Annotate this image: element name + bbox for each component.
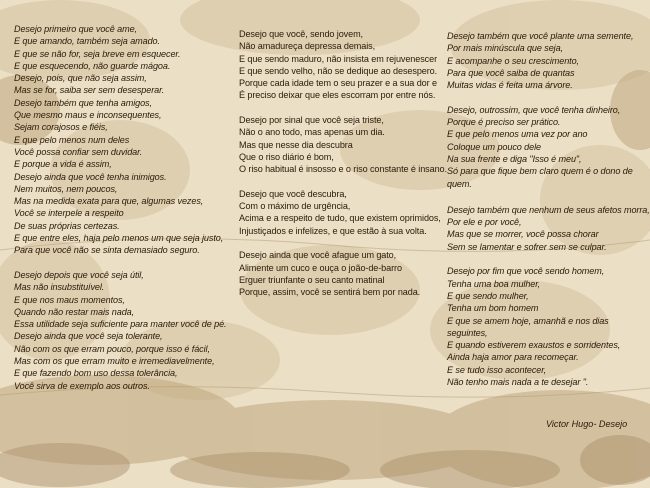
poem-line: Desejo por sinal que você seja triste, [239, 115, 384, 126]
poem-line: Não o ano todo, mas apenas um dia. [239, 127, 385, 138]
stanza [14, 23, 236, 257]
poem-line: Desejo depois que você seja útil, [14, 269, 144, 280]
poem-line: E que nos maus momentos, [14, 294, 125, 305]
poem-line: Desejo que você, sendo jovem, [239, 29, 363, 39]
poem-line: Mas se for, saiba ser sem desesperar. [14, 85, 165, 96]
poem-line: Nem muitos, nem poucos, [14, 183, 118, 194]
poem-line: Por ele e por você, [447, 217, 522, 228]
poem-line: E quando estiverem exaustos e sorridentes, [447, 340, 621, 351]
poem-line: Desejo que você descubra, [239, 188, 347, 199]
poem-line: Mas que se morrer, você possa chorar [447, 229, 599, 240]
stanza [239, 114, 449, 175]
poem-line: Você sirva de exemplo aos outros. [14, 380, 150, 391]
poem-line: Sejam corajosos e fiéis, [14, 122, 108, 133]
stanza [447, 265, 650, 388]
poem-line: Não tenho mais nada a te desejar ". [447, 377, 589, 388]
poem-line: E que fazendo bom uso dessa tolerância, [14, 368, 178, 379]
poem-line: E porque a vida é assim, [14, 159, 112, 170]
poem-line: Porque é preciso ser prático. [447, 117, 561, 128]
poem-line: E que amando, também seja amado. [14, 36, 160, 47]
poem-line: É preciso deixar que eles escorram por entre nós. [239, 90, 436, 101]
poem-line: Por mais minúscula que seja, [447, 43, 563, 54]
poem-line: E que entre eles, haja pelo menos um que seja justo, [14, 233, 224, 244]
poem-line: O riso habitual é insosso e o riso constante é insano. [239, 164, 447, 175]
poem-line: E acompanhe o seu crescimento, [447, 55, 579, 66]
poem-line: Acima e a respeito de tudo, que existem oprimidos, [239, 213, 441, 224]
poem-line: Mas na medida exata para que, algumas vezes, [14, 196, 204, 207]
poem-line: Erguer triunfante o seu canto matinal [239, 274, 385, 285]
poem-line: Com o máximo de urgência, [239, 201, 351, 212]
poem-line: Mas não insubstituível. [14, 282, 105, 293]
poem-line: E que sendo velho, não se dedique ao desespero. [239, 65, 438, 76]
poem-line: Desejo por fim que você sendo homem, [447, 266, 605, 277]
poem-line: E que pelo menos num deles [14, 134, 130, 145]
poem-line: Na sua frente e diga "Isso é meu", [447, 153, 582, 164]
poem-line: Tenha um bom homem [447, 303, 539, 314]
poem-line: Que mesmo maus e inconsequentes, [14, 110, 162, 121]
poem-line: Você se interpele a respeito [14, 208, 124, 219]
poem-line: Para que você saiba de quantas [447, 67, 575, 78]
poem-line: Ainda haja amor para recomeçar. [447, 352, 579, 363]
stanza [239, 249, 449, 298]
poem-line: Sem se lamentar e sofrer sem se culpar. [447, 241, 607, 252]
poem-line: E que esquecendo, não guarde mágoa. [14, 60, 171, 71]
poem-line: E se tudo isso acontecer, [447, 364, 547, 375]
poem-line: Essa utilidade seja suficiente para manter você de pé. [14, 319, 227, 330]
poem-line: De suas próprias certezas. [14, 220, 120, 231]
poem-column-3 [447, 30, 650, 401]
poem-line: Desejo primeiro que você ame, [14, 24, 137, 34]
poem-line: E que sendo maduro, não insista em rejuvenescer [239, 53, 438, 64]
poem-line: Tenha uma boa mulher, [447, 278, 541, 289]
poem-line: Porque, assim, você se sentirá bem por nada. [239, 287, 421, 298]
poem-line: Desejo ainda que você seja tolerante, [14, 331, 163, 342]
stanza [239, 188, 449, 237]
poem-line: Injustiçados e infelizes, e que estão à sua volta. [239, 225, 427, 236]
stanza [447, 30, 650, 91]
poem-line: Desejo também que tenha amigos, [14, 97, 152, 108]
poem-line: Para que você não se sinta demasiado seguro. [14, 245, 200, 256]
poem-line: Desejo, outrossim, que você tenha dinheiro, [447, 104, 621, 115]
poem-line: Desejo ainda que você tenha inimigos. [14, 171, 167, 182]
poem-line: Não com os que erram pouco, porque isso é fácil, [14, 343, 210, 354]
poem-line: Mas com os que erram muito e irremediavelmente, [14, 356, 215, 367]
stanza [239, 28, 449, 102]
poem-line: Porque cada idade tem o seu prazer e a sua dor e [239, 78, 437, 89]
poem-line: Desejo também que você plante uma semente, [447, 31, 634, 41]
poem-column-1 [14, 23, 236, 404]
poem-signature: Victor Hugo- Desejo [546, 419, 628, 429]
poem-line: E que se não for, seja breve em esquecer. [14, 48, 181, 59]
stanza [447, 204, 650, 253]
poem-line: Desejo também que nenhum de seus afetos morra, [447, 204, 650, 215]
poem-line: Alimente um cuco e ouça o joão-de-barro [239, 262, 402, 273]
poem-line: E que se amem hoje, amanhã e nos dias seguintes, [447, 315, 609, 338]
poem-line: Só para que fique bem claro quem é o dono de quem. [447, 166, 633, 189]
poem-line: Não amadureça depressa demais, [239, 41, 376, 52]
poem-line: Você possa confiar sem duvidar. [14, 146, 143, 157]
stanza [14, 269, 236, 392]
poem-line: E que sendo mulher, [447, 290, 529, 301]
poem-line: Mas que nesse dia descubra [239, 139, 353, 150]
poem-line: Que o riso diário é bom, [239, 151, 334, 162]
poem-line: Quando não restar mais nada, [14, 306, 135, 317]
stanza [447, 104, 650, 190]
poem-line: E que pelo menos uma vez por ano [447, 129, 588, 140]
poem-line: Muitas vidas é feita uma árvore. [447, 80, 573, 91]
poem-line: Desejo ainda que você afague um gato, [239, 250, 397, 261]
poem-line: Coloque um pouco dele [447, 141, 541, 152]
poem-line: Desejo, pois, que não seja assim, [14, 73, 147, 84]
poem-column-2 [239, 28, 449, 311]
